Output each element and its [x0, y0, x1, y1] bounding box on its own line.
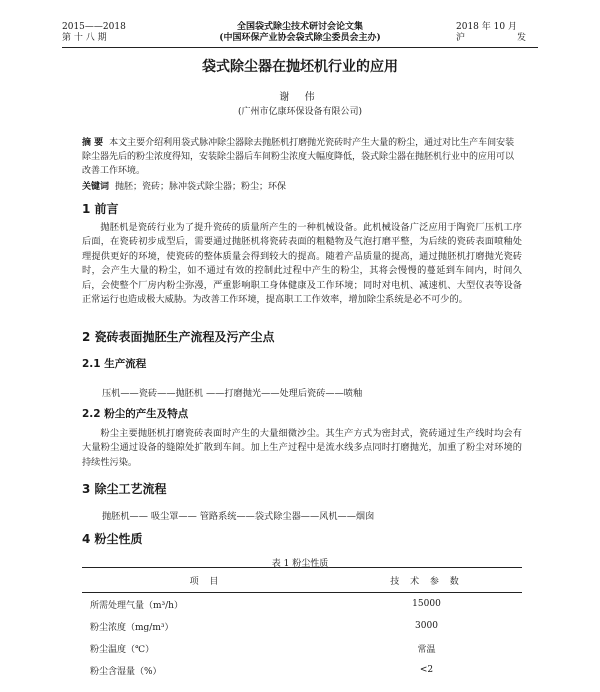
proceedings-title: 全国袋式除尘技术研讨会论文集: [236, 22, 363, 32]
table-cell-value: 15000: [412, 599, 441, 609]
table-cell-value: 3000: [415, 621, 438, 631]
table-header-value: 技 术 参 数: [331, 568, 522, 593]
header-year-range: 2015——2018: [62, 22, 126, 32]
abstract: [82, 136, 522, 178]
section-4-heading: 4 粉尘性质: [82, 532, 143, 546]
author-affiliation: (广州市亿康环保设备有限公司): [237, 107, 363, 117]
table-cell-item: 粉尘浓度（mg/m³）: [90, 622, 174, 633]
section-1-paragraph: 抛胚机是瓷砖行业为了提升瓷砖的质量所产生的一种机械设备。此机械设备广泛应用于陶瓷厂压机工序后面，在瓷砖初步成型后，需要通过抛胚机将瓷砖表面的粗糙物及气泡打磨平整，为后续的瓷砖表面喷釉处理提供更好的环境，使瓷砖的整体质量会得到较大的提高。随着产品质量的提高，通过抛胚机打磨抛光瓷砖时，会产生大量的粉尘，如不通过有效的控制此过程中产生的粉尘，其将会慢慢的蔓延到车间内，时间久后，会使整个厂房内粉尘弥漫，严重影响职工身体健康及工作环境；同时对电机、减速机、大型仪表等设备正常运行也造成极大威胁。为改善工作环境，提高职工工作效率，增加除尘系统是必不可少的。: [82, 222, 522, 306]
table-row: [82, 593, 522, 616]
table-cell-value: 常温: [417, 644, 436, 655]
keywords-text: 抛胚；瓷砖；脉冲袋式除尘器；粉尘；环保: [115, 182, 287, 192]
table-cell-value: <2: [419, 665, 434, 675]
production-flow: 压机——瓷砖——抛胚机 ——打磨抛光——处理后瓷砖——喷釉: [102, 388, 363, 399]
article-title: 袋式除尘器在抛坯机行业的应用: [202, 59, 398, 75]
header-issue: 第 十 八 期: [62, 33, 107, 43]
header-place: 沪: [456, 33, 466, 43]
table-row: [82, 637, 522, 659]
dust-properties-table: [82, 567, 522, 681]
table-row: [82, 659, 522, 681]
table-cell-item: 粉尘温度（℃）: [90, 644, 155, 655]
section-2-1-heading: 2.1 生产流程: [82, 358, 147, 370]
table-cell-item: 所需处理气量（m³/h）: [90, 600, 183, 611]
table-caption: 表 1 粉尘性质: [271, 559, 329, 569]
table-row: [82, 615, 522, 637]
proceedings-organizer: (中国环保产业协会袋式除尘委员会主办): [219, 33, 381, 43]
section-1-heading: 1 前言: [82, 202, 119, 216]
abstract-label: 摘 要: [82, 138, 104, 148]
section-3-heading: 3 除尘工艺流程: [82, 482, 167, 496]
keywords: [82, 180, 522, 194]
header-place-2: 发: [516, 33, 526, 43]
header-right: [456, 22, 538, 44]
section-2-2-heading: 2.2 粉尘的产生及特点: [82, 408, 189, 420]
header-date: 2018 年 10 月: [456, 22, 517, 32]
abstract-text: 本文主要介绍利用袋式脉冲除尘器除去抛胚机打磨抛光瓷砖时产生大量的粉尘，通过对比生产车间安装除尘器先后的粉尘浓度得知，安装除尘器后车间粉尘浓度大幅度降低，袋式除尘器在抛胚机行业中的应用可以改善工作环境。: [82, 138, 515, 176]
article-author: 谢 伟: [279, 92, 321, 103]
section-2-heading: 2 瓷砖表面抛胚生产流程及污产尘点: [82, 330, 275, 344]
header-rule: [62, 47, 538, 48]
table-header-item: 项 目: [82, 568, 331, 593]
table-cell-item: 粉尘含湿量（%）: [90, 666, 162, 677]
table-header-row: [82, 568, 522, 593]
dust-removal-flow: 抛胚机—— 吸尘罩—— 管路系统——袋式除尘器——风机——烟囱: [102, 511, 375, 522]
keywords-label: 关键词: [82, 182, 110, 192]
section-2-2-paragraph: 粉尘主要抛胚机打磨瓷砖表面时产生的大量细微沙尘。其生产方式为密封式，瓷砖通过生产线时均会有大量粉尘通过设备的缝隙处扩散到车间。加上生产过程中是流水线多点同时打磨抛光，加重了粉尘对环境的持续性污染。: [82, 428, 522, 468]
